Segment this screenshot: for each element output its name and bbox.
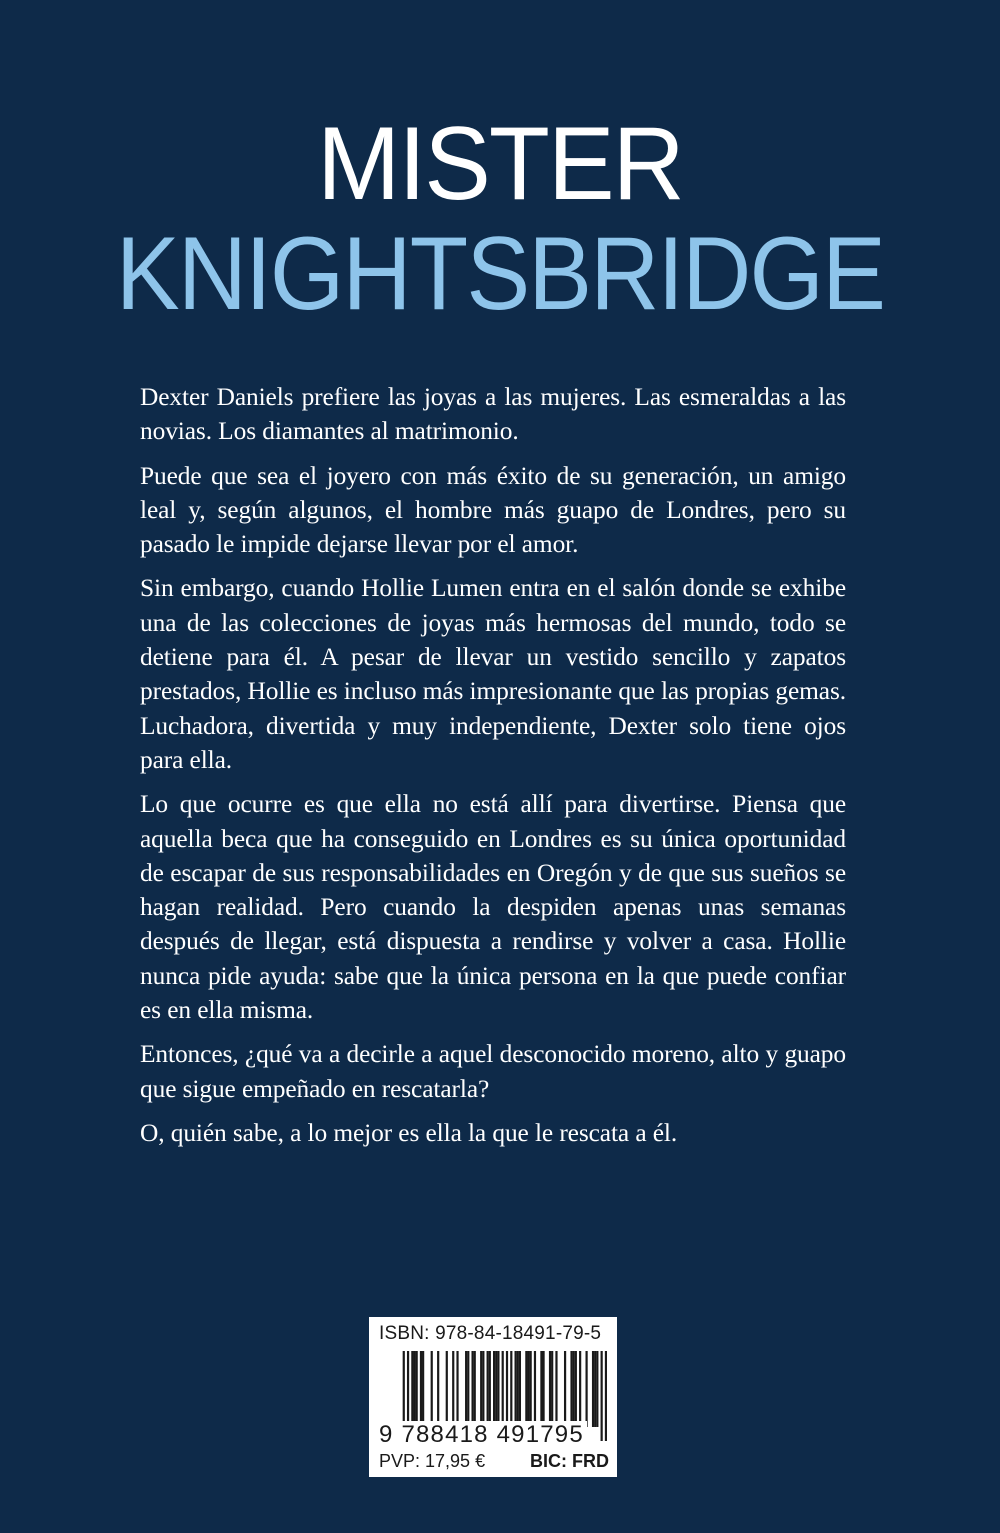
barcode-bar [517, 1351, 519, 1427]
barcode-bar [467, 1351, 469, 1427]
barcode-bar [570, 1351, 572, 1427]
barcode-bar [474, 1351, 476, 1427]
barcode-bar [579, 1351, 581, 1427]
blurb-paragraph-6: O, quién sabe, a lo mejor es ella la que le rescata a él. [140, 1118, 678, 1147]
barcode-bar [480, 1351, 482, 1427]
barcode-bar [487, 1351, 489, 1427]
barcode-bar [495, 1351, 497, 1427]
barcode-bar [551, 1351, 553, 1427]
barcode-bar [585, 1351, 587, 1427]
barcode-bar [411, 1351, 413, 1427]
barcode-bar [542, 1351, 544, 1427]
barcode-bar [465, 1351, 467, 1427]
bic-code: BIC: FRD [530, 1451, 609, 1471]
title-line-mister: MISTER [317, 106, 683, 222]
barcode-bar [416, 1351, 418, 1427]
barcode-bar [482, 1351, 484, 1427]
barcode-bar [510, 1351, 512, 1427]
ean-left-group: 788418 [401, 1421, 489, 1448]
barcode-bar [601, 1351, 603, 1441]
barcode-bar [452, 1351, 454, 1427]
title-line-knightsbridge: KNIGHTSBRIDGE [115, 216, 885, 332]
price-label: PVP: 17,95 € [379, 1451, 486, 1471]
blurb-paragraph-4: Lo que ocurre es que ella no está allí para divertirse. Piensa que aquella beca que ha conseguido en Londres es su única oportunidad de escapar de sus responsabilidades en Oregón y de que sus sueños se hagan realidad. Pero cuando la despiden apenas unas semanas después de llegar, está dispuesta a rendirse y volver a casa. Hollie nunca pide ayuda: sabe que la única persona en la que puede confiar es en ella misma. [140, 790, 846, 1025]
blurb-paragraph-1: Dexter Daniels prefiere las joyas a las mujeres. Las esmeraldas a las novias. Los diamantes al matrimonio. [140, 383, 846, 446]
barcode-bar [489, 1351, 491, 1427]
barcode-bar [437, 1351, 439, 1427]
barcode-bar [519, 1351, 521, 1427]
blurb-paragraph-2: Puede que sea el joyero con más éxito de su generación, un amigo leal y, según algunos, el hombre más guapo de Londres, pero su pasado le impide dejarse llevar por el amor. [140, 461, 846, 559]
barcode-bar [549, 1351, 551, 1427]
barcode-label [369, 1317, 617, 1477]
barcode-bar [422, 1351, 424, 1427]
barcode-bar [446, 1351, 448, 1427]
barcode-bar [515, 1351, 517, 1427]
barcode-bar [530, 1351, 532, 1427]
barcode-bar [420, 1351, 422, 1427]
barcode-bar [493, 1351, 495, 1427]
blurb-text [140, 380, 846, 1160]
ean-right-group: 491795 [496, 1421, 584, 1448]
barcode-bar [575, 1351, 577, 1427]
barcode-bar [573, 1351, 575, 1427]
barcode-bar [555, 1351, 557, 1427]
barcode-bar [594, 1351, 596, 1427]
barcode-bar [456, 1351, 458, 1427]
barcode-bar [605, 1351, 607, 1441]
blurb-paragraph-5: Entonces, ¿qué va a decirle a aquel desconocido moreno, alto y guapo que sigue empeñado en rescatarla? [140, 1040, 846, 1103]
barcode-bar [497, 1351, 499, 1427]
isbn-number: ISBN: 978-84-18491-79-5 [379, 1323, 602, 1344]
barcode-bar [471, 1351, 473, 1427]
ean-first-digit: 9 [379, 1421, 394, 1448]
barcode-bar [525, 1351, 527, 1427]
barcode-bar [540, 1351, 542, 1427]
barcode-bar [592, 1351, 594, 1427]
barcode-bar [534, 1351, 536, 1427]
barcode-bar [596, 1351, 598, 1427]
barcode-bar [431, 1351, 433, 1427]
barcode-bar [564, 1351, 566, 1427]
blurb-paragraph-3: Sin embargo, cuando Hollie Lumen entra en el salón donde se exhibe una de las colecciones de joyas más hermosas del mundo, todo se detiene para él. A pesar de llevar un vestido sencillo y zapatos prestados, Hollie es incluso más impresionante que las propias gemas. Luchadora, divertida y muy independiente, Dexter solo tiene ojos para ella. [140, 574, 846, 774]
barcode-bar [413, 1351, 415, 1427]
barcode-bar [527, 1351, 529, 1427]
ean-digits [379, 1421, 587, 1449]
